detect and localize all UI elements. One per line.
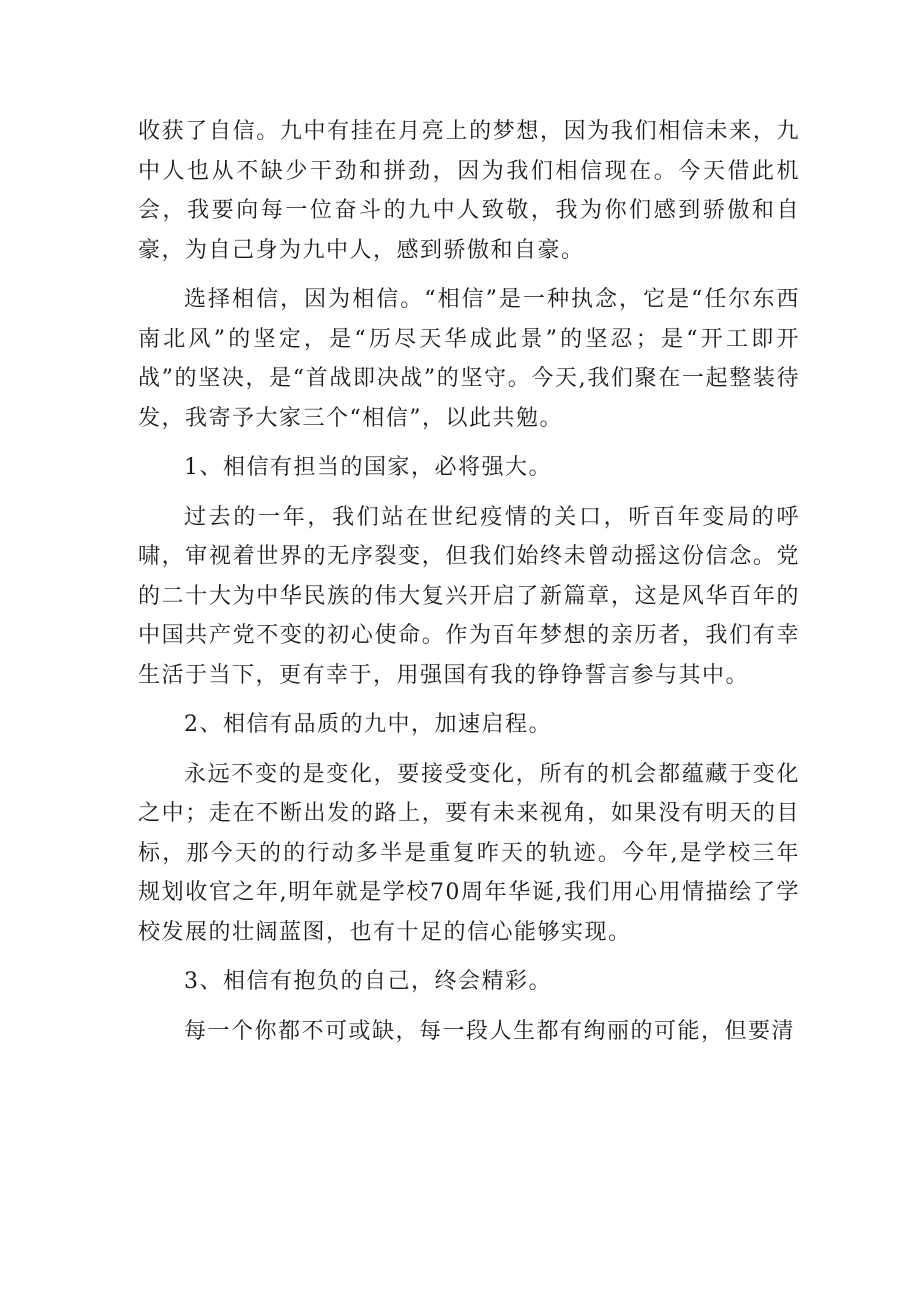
paragraph-7-heading: 3、相信有抱负的自己，终会精彩。 (184, 969, 552, 994)
paragraph-3-heading: 1、相信有担当的国家，必将强大。 (184, 455, 552, 480)
paragraph-4: 过去的一年，我们站在世纪疫情的关口，听百年变局的呼啸，审视着世界的无序裂变，但我们始终未曾动摇这份信念。党的二十大为中华民族的伟大复兴开启了新篇章，这是风华百年的中国共产党不变的初心使命。作为百年梦想的亲历者，我们有幸生活于当下，更有幸于，用强国有我的铮铮誓言参与其中。 (138, 504, 800, 688)
paragraph-6: 永远不变的是变化，要接受变化，所有的机会都蕴藏于变化之中；走在不断出发的路上，要有未来视角，如果没有明天的目标，那今天的的行动多半是重复昨天的轨迹。今年,是学校三年规划收官之年,明年就是学校70周年华诞,我们用心用情描绘了学校发展的壮阔蓝图，也有十足的信心能够实现。 (138, 761, 800, 945)
paragraph-8: 每一个你都不可或缺，每一段人生都有绚丽的可能，但要清 (184, 1018, 796, 1044)
paragraph-5-heading: 2、相信有品质的九中，加速启程。 (184, 712, 552, 737)
paragraph-1: 收获了自信。九中有挂在月亮上的梦想，因为我们相信未来，九中人也从不缺少干劲和拼劲，因为我们相信现在。今天借此机会，我要向每一位奋斗的九中人致敬，我为你们感到骄傲和自豪，为自己身为九中人，感到骄傲和自豪。 (138, 119, 800, 263)
document-page (138, 112, 800, 1051)
paragraph-2: 选择相信，因为相信。“相信”是一种执念，它是“任尔东西南北风”的坚定，是“历尽天华成此景”的坚忍；是“开工即开战”的坚决，是“首战即决战”的坚守。今天,我们聚在一起整装待发，我寄予大家三个“相信”，以此共勉。 (138, 287, 800, 431)
